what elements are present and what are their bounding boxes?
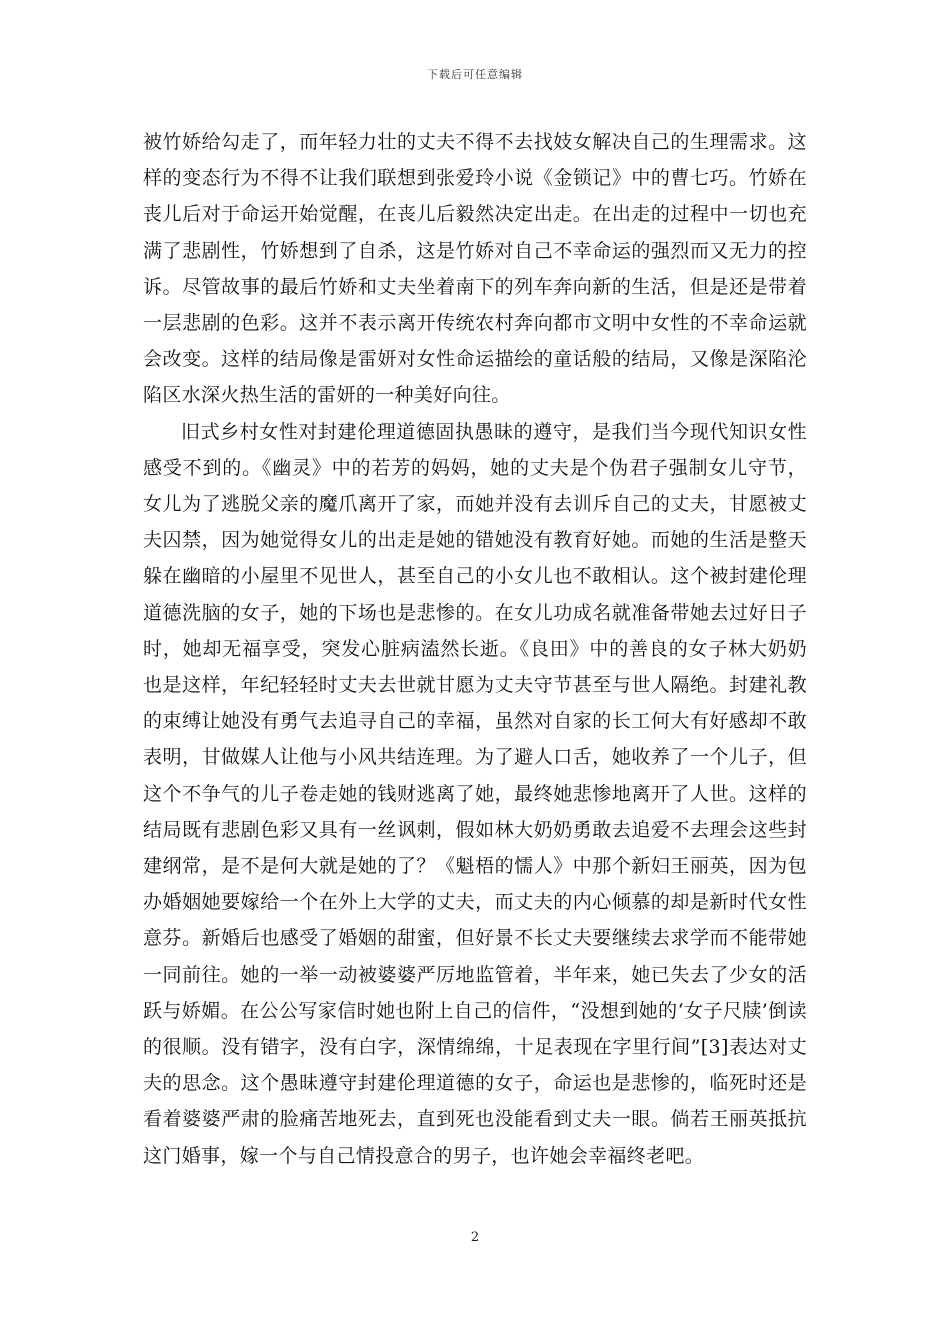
paragraph-1: 被竹娇给勾走了，而年轻力壮的丈夫不得不去找妓女解决自己的生理需求。这样的变态行为不得不让我们联想到张爱玲小说《金锁记》中的曹七巧。竹娇在丧儿后对于命运开始觉醒，在丧儿后毅然决定出走。在出走的过程中一切也充满了悲剧性，竹娇想到了自杀，这是竹娇对自己不幸命运的强烈而又无力的控诉。尽管故事的最后竹娇和丈夫坐着南下的列车奔向新的生活，但是还是带着一层悲剧的色彩。这并不表示离开传统农村奔向都市文明中女性的不幸命运就会改变。这样的结局像是雷妍对女性命运描绘的童话般的结局，又像是深陷沦陷区水深火热生活的雷妍的一种美好向往。 [143,131,807,407]
document-body [143,124,807,1174]
page-header: 下载后可任意编辑 [427,68,523,81]
paragraph-2: 旧式乡村女性对封建伦理道德固执愚昧的遵守，是我们当今现代知识女性感受不到的。《幽灵》中的若芳的妈妈，她的丈夫是个伪君子强制女儿守节，女儿为了逃脱父亲的魔爪离开了家，而她并没有去训斥自己的丈夫，甘愿被丈夫囚禁，因为她觉得女儿的出走是她的错她没有教育好她。而她的生活是整天躲在幽暗的小屋里不见世人，甚至自己的小女儿也不敢相认。这个被封建伦理道德洗脑的女子，她的下场也是悲惨的。在女儿功成名就准备带她去过好日子时，她却无福享受，突发心脏病溘然长逝。《良田》中的善良的女子林大奶奶也是这样，年纪轻轻时丈夫去世就甘愿为丈夫守节甚至与世人隔绝。封建礼教的束缚让她没有勇气去追寻自己的幸福，虽然对自家的长工何大有好感却不敢表明，甘做媒人让他与小风共结连理。为了避人口舌，她收养了一个儿子，但这个不争气的儿子卷走她的钱财逃离了她，最终她悲惨地离开了人世。这样的结局既有悲剧色彩又具有一丝讽刺，假如林大奶奶勇敢去追爱不去理会这些封建纲常，是不是何大就是她的了？《魁梧的懦人》中那个新妇王丽英，因为包办婚姻她要嫁给一个在外上大学的丈夫，而丈夫的内心倾慕的却是新时代女性意芬。新婚后也感受了婚姻的甜蜜，但好景不长丈夫要继续去求学而不能带她一同前往。她的一举一动被婆婆严厉地监管着，半年来，她已失去了少女的活跃与娇媚。在公公写家信时她也附上自己的信件，“没想到她的‘女子尺牍’倒读的很顺。没有错字，没有白字，深情绵绵，十足表现在字里行间”[3]表达对丈夫的思念。这个愚昧遵守封建伦理道德的女子，命运也是悲惨的，临死时还是看着婆婆严肃的脸痛苦地死去，直到死也没能看到丈夫一眼。倘若王丽英抵抗这门婚事，嫁一个与自己情投意合的男子，也许她会幸福终老吧。 [143,420,807,1167]
page-number: 2 [470,1230,480,1245]
